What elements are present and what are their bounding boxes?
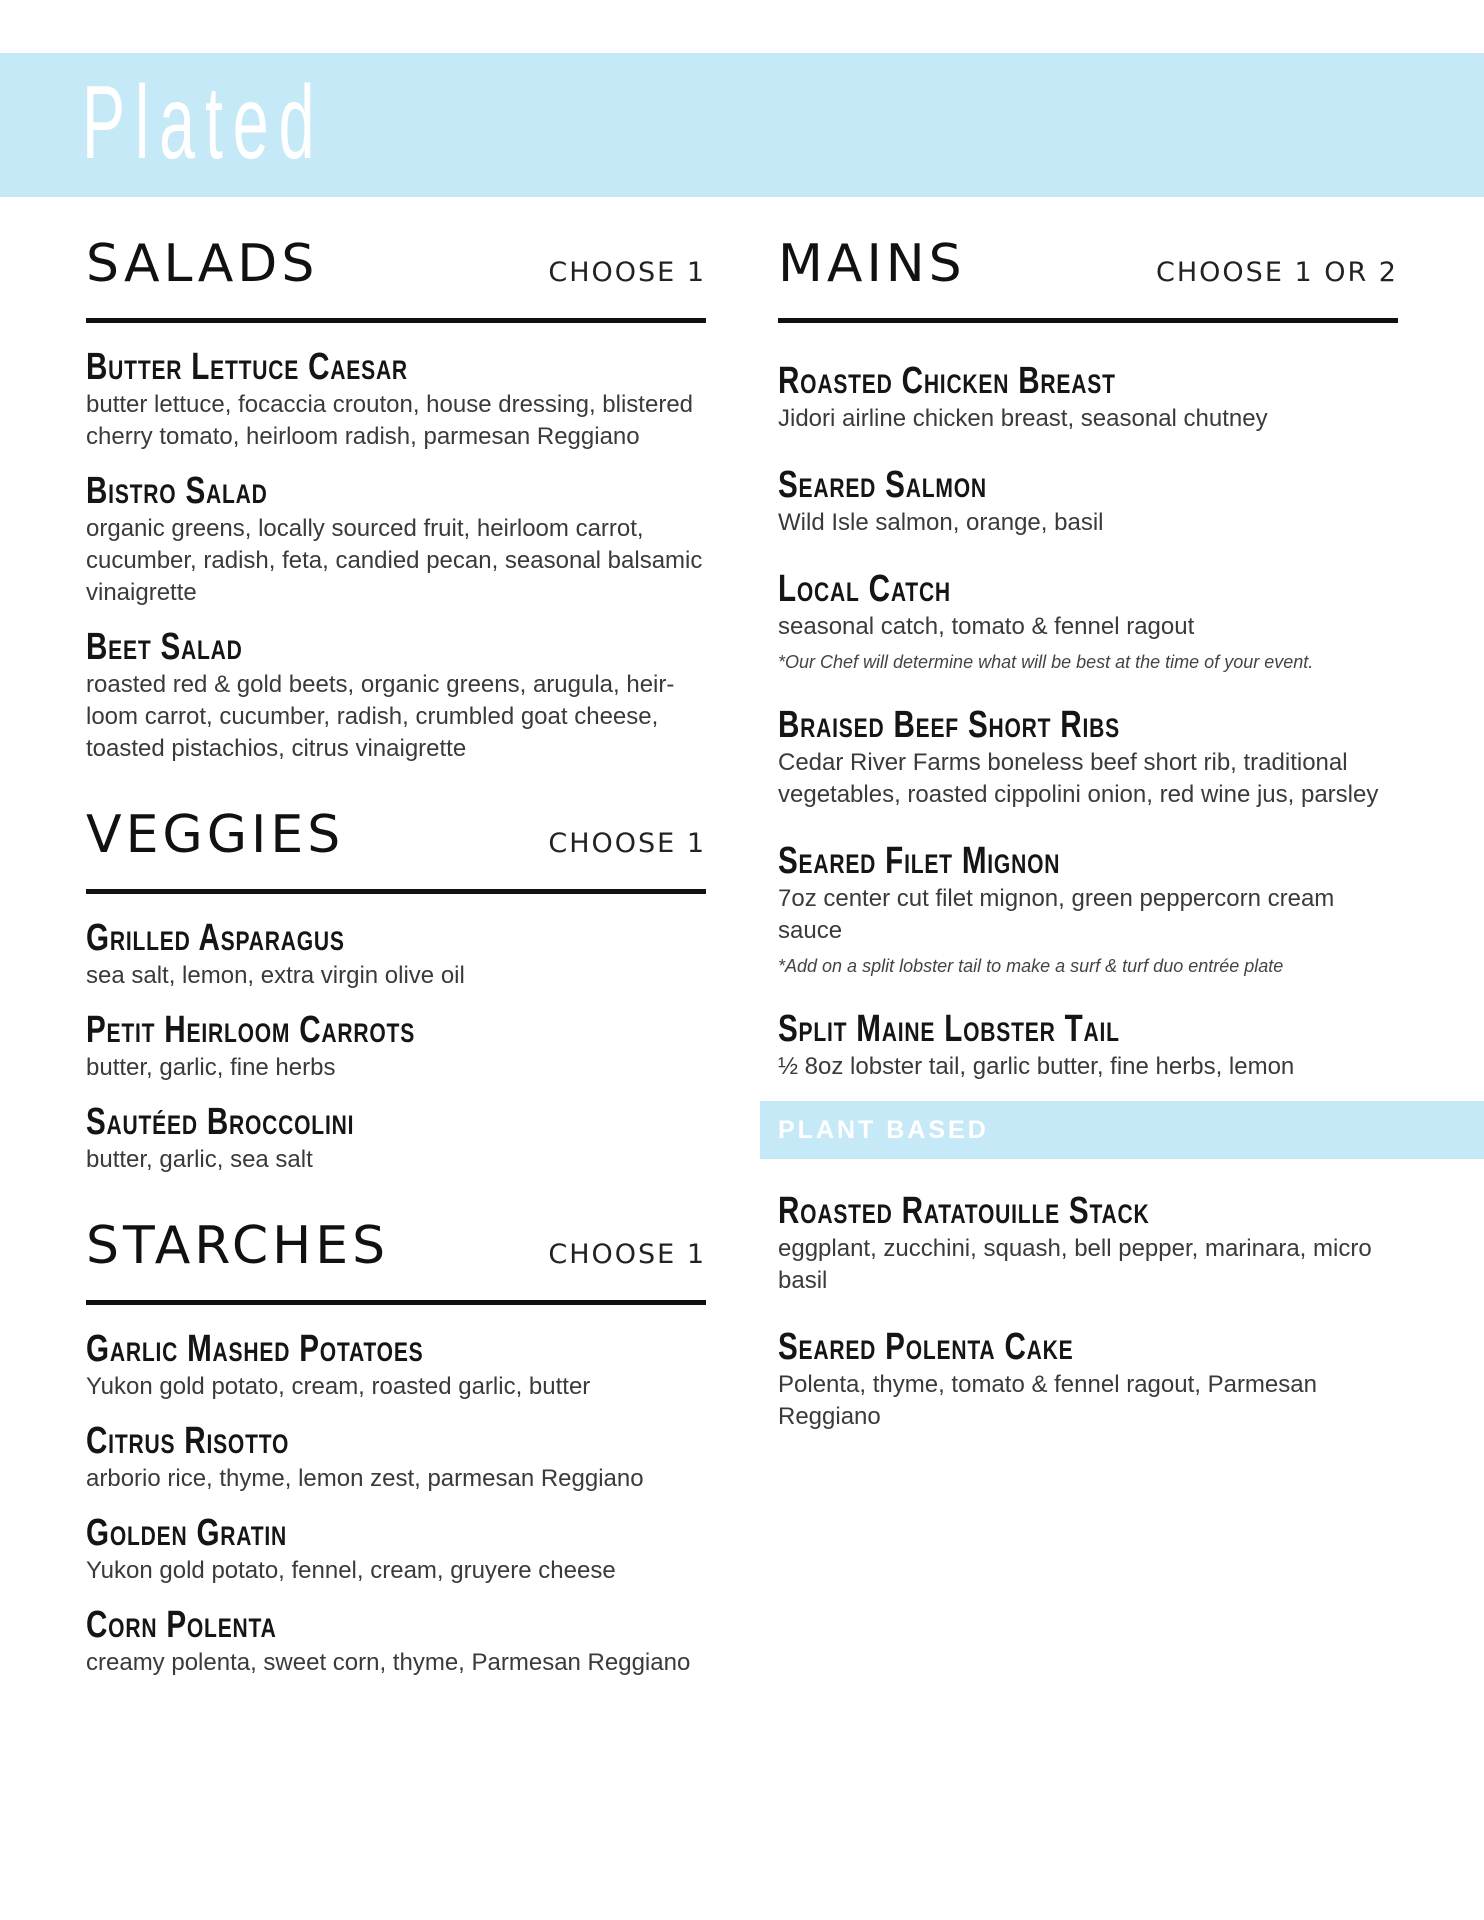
item-description: Cedar River Farms boneless beef short rib, traditional vegetables, roasted cippolini onion, red wine jus, parsley [778, 749, 1379, 808]
section-header [778, 232, 1398, 323]
menu-item [86, 916, 706, 992]
section-title: STARCHES [86, 1216, 390, 1276]
menu-item [778, 1325, 1398, 1433]
item-description: creamy polenta, sweet corn, thyme, Parmesan Reggiano [86, 1649, 691, 1676]
item-description: arborio rice, thyme, lemon zest, parmesan Reggiano [86, 1465, 644, 1492]
item-description: eggplant, zucchini, squash, bell pepper, marinara, micro basil [778, 1235, 1372, 1294]
right-column [778, 232, 1398, 1433]
item-name: Grilled Asparagus [86, 917, 345, 959]
item-name: Corn Polenta [86, 1604, 277, 1646]
menu-item [86, 1100, 706, 1176]
menu-item [86, 1511, 706, 1587]
choose-label: CHOOSE 1 OR 2 [1156, 257, 1398, 288]
section-starches [86, 1214, 706, 1679]
item-name: Sautéed Broccolini [86, 1101, 355, 1143]
menu-item [86, 345, 706, 453]
item-description: Polenta, thyme, tomato & fennel ragout, Parmesan Reggiano [778, 1371, 1317, 1430]
section-plant-based [778, 1189, 1398, 1433]
item-description: roasted red & gold beets, organic greens, arugula, heir-loom carrot, cucumber, radish, crumbled goat cheese, toasted pistachios, citrus vinaigrette [86, 671, 675, 762]
section-title: VEGGIES [86, 805, 345, 865]
menu-item [86, 1008, 706, 1084]
section-mains [778, 232, 1398, 1083]
item-list [778, 323, 1398, 1083]
item-name: Seared Salmon [778, 464, 987, 506]
page-title: Plated [82, 65, 325, 181]
item-description: Yukon gold potato, cream, roasted garlic, butter [86, 1373, 591, 1400]
menu-item [86, 1419, 706, 1495]
item-description: organic greens, locally sourced fruit, heirloom carrot, cucumber, radish, feta, candied pecan, seasonal balsamic vinaigrette [86, 515, 703, 606]
item-name: Golden Gratin [86, 1512, 287, 1554]
item-name: Garlic Mashed Potatoes [86, 1328, 424, 1370]
item-name: Roasted Ratatouille Stack [778, 1190, 1150, 1232]
item-description: 7oz center cut filet mignon, green peppercorn cream sauce [778, 885, 1335, 944]
choose-label: CHOOSE 1 [548, 257, 706, 288]
menu-item [86, 625, 706, 765]
item-list [86, 1305, 706, 1679]
section-veggies [86, 803, 706, 1176]
plant-based-banner [760, 1101, 1484, 1159]
menu-item [778, 567, 1398, 675]
item-description: sea salt, lemon, extra virgin olive oil [86, 962, 465, 989]
section-salads [86, 232, 706, 765]
item-name: Butter Lettuce Caesar [86, 346, 408, 388]
menu-item [778, 703, 1398, 811]
choose-label: CHOOSE 1 [548, 828, 706, 859]
item-description: butter, garlic, sea salt [86, 1146, 313, 1173]
choose-label: CHOOSE 1 [548, 1239, 706, 1270]
menu-item [86, 1327, 706, 1403]
menu-item [778, 1007, 1398, 1083]
item-name: Citrus Risotto [86, 1420, 290, 1462]
section-header [86, 803, 706, 894]
menu-item [778, 463, 1398, 539]
item-description: Yukon gold potato, fennel, cream, gruyere cheese [86, 1557, 616, 1584]
item-list [86, 323, 706, 765]
item-name: Seared Filet Mignon [778, 840, 1061, 882]
menu-item [86, 1603, 706, 1679]
item-list [86, 894, 706, 1176]
section-header [86, 1214, 706, 1305]
section-title: MAINS [778, 234, 966, 294]
item-name: Petit Heirloom Carrots [86, 1009, 416, 1051]
menu-item [778, 839, 1398, 979]
item-name: Split Maine Lobster Tail [778, 1008, 1120, 1050]
item-description: Jidori airline chicken breast, seasonal chutney [778, 405, 1268, 432]
menu-item [86, 469, 706, 609]
item-name: Beet Salad [86, 626, 243, 668]
item-description: Wild Isle salmon, orange, basil [778, 509, 1104, 536]
menu-item [778, 359, 1398, 435]
item-name: Local Catch [778, 568, 951, 610]
plant-based-label: PLANT BASED [778, 1116, 989, 1144]
item-description: butter, garlic, fine herbs [86, 1054, 336, 1081]
left-column [86, 232, 706, 1679]
item-description: seasonal catch, tomato & fennel ragout [778, 613, 1195, 640]
item-description: ½ 8oz lobster tail, garlic butter, fine herbs, lemon [778, 1053, 1295, 1080]
item-description: butter lettuce, focaccia crouton, house dressing, blistered cherry tomato, heirloom radish, parmesan Reggiano [86, 391, 694, 450]
item-note: *Add on a split lobster tail to make a surf & turf duo entrée plate [778, 956, 1284, 976]
section-header [86, 232, 706, 323]
item-note: *Our Chef will determine what will be best at the time of your event. [778, 652, 1314, 672]
item-name: Seared Polenta Cake [778, 1326, 1074, 1368]
item-list [778, 1189, 1398, 1433]
section-title: SALADS [86, 234, 319, 294]
item-name: Bistro Salad [86, 470, 268, 512]
item-name: Roasted Chicken Breast [778, 360, 1116, 402]
item-name: Braised Beef Short Ribs [778, 704, 1120, 746]
menu-item [778, 1189, 1398, 1297]
